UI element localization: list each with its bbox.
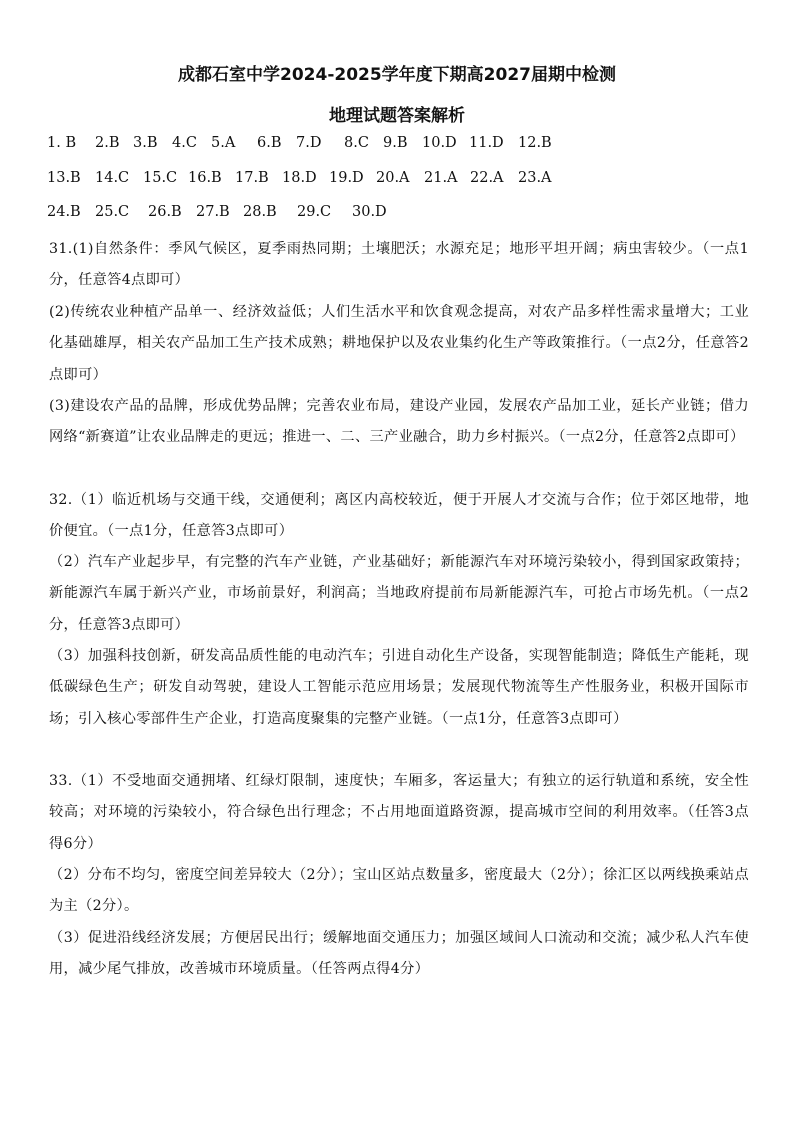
answer-32-part-1: 32.（1）临近机场与交通干线，交通便利；离区内高校较近，便于开展人才交流与合作；位于郊区地带，地价便宜。（一点1分，任意答3点即可） (49, 492, 749, 540)
mc-answer: 3.B (133, 135, 158, 151)
answer-33-part-3: （3）促进沿线经济发展；方便居民出行；缓解地面交通压力；加强区域间人口流动和交流；减少私人汽车使用，减少尾气排放，改善城市环境质量。（任答两点得4分） (49, 930, 749, 978)
mc-answer: 10.D (422, 135, 457, 151)
mc-answer: 25.C (95, 204, 130, 220)
mc-answer: 23.A (518, 170, 552, 186)
answer-33-part-1: 33.（1）不受地面交通拥堵、红绿灯限制，速度快；车厢多，客运量大；有独立的运行轨道和系统，安全性较高；对环境的污染较小，符合绿色出行理念；不占用地面道路资源，提高城市空间的利用效率。（任答3点得6分） (49, 773, 749, 852)
mc-answer: 6.B (257, 135, 282, 151)
mc-answer: 14.C (95, 170, 130, 186)
document-title: 成都石室中学2024-2025学年度下期高2027届期中检测 (178, 65, 616, 85)
mc-answer: 20.A (376, 170, 410, 186)
mc-answer: 30.D (352, 204, 387, 220)
mc-answer: 13.B (47, 170, 81, 186)
mc-answer: 24.B (47, 204, 81, 220)
mc-answer: 5.A (211, 135, 236, 151)
mc-answer: 15.C (143, 170, 178, 186)
answer-32-part-2: （2）汽车产业起步早，有完整的汽车产业链，产业基础好；新能源汽车对环境污染较小，得到国家政策持；新能源汽车属于新兴产业，市场前景好，利润高；当地政府提前布局新能源汽车，可抢占市场先机。（一点2分，任意答3点即可） (49, 554, 749, 633)
answer-32-part-3: （3）加强科技创新，研发高品质性能的电动汽车；引进自动化生产设备，实现智能制造；降低生产能耗，现低碳绿色生产；研发自动驾驶，建设人工智能示范应用场景；发展现代物流等生产性服务业，积极开国际市场；引入核心零部件生产企业，打造高度聚集的完整产业链。（一点1分，任意答3点即可） (49, 648, 749, 727)
mc-answer: 9.B (383, 135, 408, 151)
mc-answer: 28.B (243, 204, 277, 220)
answer-31-part-2: (2)传统农业种植产品单一、经济效益低；人们生活水平和饮食观念提高，对农产品多样性需求量增大；工业化基础雄厚，相关农产品加工生产技术成熟；耕地保护以及农业集约化生产等政策推行。（一点2分，任意答2点即可） (49, 304, 749, 383)
mc-answer: 7.D (296, 135, 322, 151)
mc-answer: 17.B (235, 170, 269, 186)
mc-answer: 21.A (424, 170, 458, 186)
mc-answer: 8.C (344, 135, 369, 151)
mc-answer: 27.B (196, 204, 230, 220)
mc-answer: 12.B (518, 135, 552, 151)
mc-answer: 18.D (282, 170, 317, 186)
mc-answer: 11.D (469, 135, 504, 151)
answer-31-part-3: (3)建设农产品的品牌，形成优势品牌；完善农业布局，建设产业园，发展农产品加工业，延长产业链；借力网络“新赛道”让农业品牌走的更远；推进一、二、三产业融合，助力乡村振兴。（一点2分，任意答2点即可） (49, 398, 749, 446)
mc-answer: 4.C (172, 135, 197, 151)
mc-answer: 26.B (148, 204, 182, 220)
answer-33-part-2: （2）分布不均匀，密度空间差异较大（2分）；宝山区站点数量多，密度最大（2分）；徐汇区以两线换乘站点为主（2分）。 (49, 867, 749, 915)
answer-31-part-1: 31.(1)自然条件：季风气候区，夏季雨热同期；土壤肥沃；水源充足；地形平坦开阔；病虫害较少。（一点1分，任意答4点即可） (49, 241, 749, 289)
mc-answer: 29.C (297, 204, 332, 220)
mc-answer: 22.A (470, 170, 504, 186)
mc-answer: 19.D (329, 170, 364, 186)
mc-answer: 2.B (95, 135, 120, 151)
mc-answer: 16.B (188, 170, 222, 186)
document-subtitle: 地理试题答案解析 (329, 106, 465, 126)
mc-answer: 1. B (47, 135, 77, 151)
